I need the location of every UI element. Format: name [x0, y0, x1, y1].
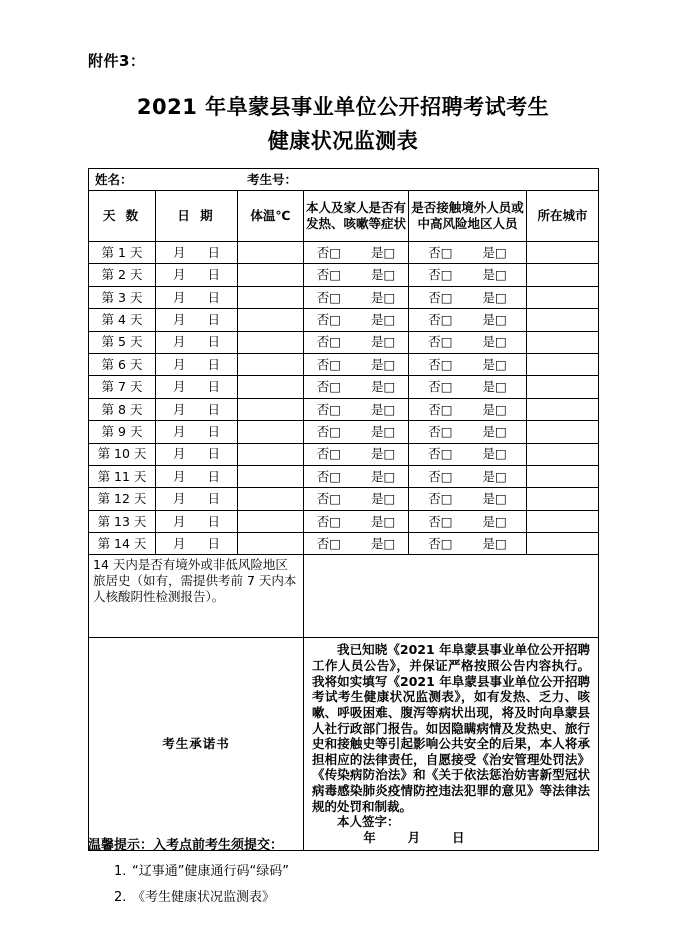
sign-year-label: 年 [363, 829, 376, 845]
contact-yes-checkbox[interactable]: 是□ [482, 312, 507, 328]
contact-field[interactable] [409, 465, 527, 487]
pledge-row [89, 638, 599, 850]
date-field[interactable] [156, 465, 238, 487]
contact-no-checkbox[interactable]: 否□ [428, 446, 453, 462]
day-label: 第 14 天 [89, 533, 156, 555]
symptoms-field[interactable] [304, 398, 409, 420]
contact-no-checkbox[interactable]: 否□ [428, 535, 453, 551]
contact-no-checkbox[interactable]: 否□ [428, 312, 453, 328]
contact-yes-checkbox[interactable]: 是□ [482, 244, 507, 260]
table-row [89, 398, 599, 420]
contact-yes-checkbox[interactable]: 是□ [482, 468, 507, 484]
symptoms-yes-checkbox[interactable]: 是□ [371, 244, 396, 260]
header-days: 天 数 [89, 191, 156, 242]
symptoms-yes-checkbox[interactable]: 是□ [371, 334, 396, 350]
symptoms-yes-checkbox[interactable]: 是□ [371, 401, 396, 417]
contact-field[interactable] [409, 510, 527, 532]
date-field[interactable] [156, 533, 238, 555]
temperature-field[interactable] [238, 465, 304, 487]
sign-day-label: 日 [451, 829, 465, 845]
city-field[interactable] [527, 286, 599, 308]
name-label: 姓名： [95, 171, 133, 187]
day-label: 第 3 天 [89, 286, 156, 308]
temperature-field[interactable] [238, 331, 304, 353]
note-text: “辽事通”健康通行码“绿码” [132, 864, 289, 879]
temperature-field[interactable] [238, 533, 304, 555]
temperature-field[interactable] [238, 488, 304, 510]
city-field[interactable] [527, 242, 599, 264]
day-label-unit: 日 [207, 468, 221, 484]
temperature-field[interactable] [238, 510, 304, 532]
temperature-field[interactable] [238, 264, 304, 286]
table-row [89, 286, 599, 308]
table-row [89, 421, 599, 443]
symptoms-yes-checkbox[interactable]: 是□ [371, 312, 396, 328]
travel-history-field[interactable] [304, 555, 599, 638]
note-number: 2. [114, 890, 127, 905]
month-label: 月 [172, 468, 186, 484]
contact-field[interactable] [409, 421, 527, 443]
month-label: 月 [172, 424, 186, 439]
contact-field[interactable] [409, 242, 527, 264]
temperature-field[interactable] [238, 376, 304, 398]
date-field[interactable] [156, 443, 238, 465]
symptoms-yes-checkbox[interactable]: 是□ [371, 424, 396, 439]
city-field[interactable] [527, 264, 599, 286]
day-label-unit: 日 [207, 334, 221, 350]
date-field[interactable] [156, 242, 238, 264]
symptoms-field[interactable] [304, 376, 409, 398]
day-label: 第 8 天 [89, 398, 156, 420]
table-header-row [89, 191, 599, 242]
attachment-label: 附件3： [88, 52, 146, 70]
symptoms-field[interactable] [304, 443, 409, 465]
signature-label[interactable]: 本人签字： [337, 814, 400, 830]
symptoms-field[interactable] [304, 242, 409, 264]
contact-yes-checkbox[interactable]: 是□ [482, 401, 507, 417]
table-row [89, 353, 599, 375]
contact-no-checkbox[interactable]: 否□ [428, 401, 453, 417]
temperature-field[interactable] [238, 398, 304, 420]
contact-field[interactable] [409, 331, 527, 353]
day-label: 第 13 天 [89, 510, 156, 532]
temperature-field[interactable] [238, 443, 304, 465]
symptoms-no-checkbox[interactable]: 否□ [316, 267, 341, 283]
table-row [89, 488, 599, 510]
city-field[interactable] [527, 353, 599, 375]
day-label: 第 9 天 [89, 421, 156, 443]
contact-yes-checkbox[interactable]: 是□ [482, 513, 507, 529]
date-field[interactable] [156, 421, 238, 443]
symptoms-no-checkbox[interactable]: 否□ [316, 535, 341, 551]
temperature-field[interactable] [238, 286, 304, 308]
table-row [89, 465, 599, 487]
month-label: 月 [172, 379, 186, 395]
day-label: 第 12 天 [89, 488, 156, 510]
pledge-text: 我已知晓《2021 年阜蒙县事业单位公开招聘工作人员公告》，并保证严格按照公告内容执行。我将如实填写《2021 年阜蒙县事业单位公开招聘考试考生健康状况监测表》，如有发热、乏力、咳嗽、呼吸困难、腹泻等病状出现，将及时向阜蒙县人社行政部门报告。如因隐瞒病情及发热史、旅行史和接触史等引起影响公共安全的后果，本人将承担相应的法律责任，自愿接受《治安管理处罚法》《传染病防治法》和《关于依法惩治妨害新型冠状病毒感染肺炎疫情防控违法犯罪的意见》等法律法规的处罚和制裁。 [312, 642, 591, 814]
temperature-field[interactable] [238, 242, 304, 264]
header-date: 日 期 [156, 191, 238, 242]
symptoms-field[interactable] [304, 421, 409, 443]
footer-notes [88, 833, 608, 911]
table-row [89, 533, 599, 555]
header-symptoms: 本人及家人是否有发热、咳嗽等症状 [304, 191, 409, 242]
city-field[interactable] [527, 533, 599, 555]
symptoms-field[interactable] [304, 353, 409, 375]
day-label: 第 7 天 [89, 376, 156, 398]
note-number: 1. [114, 864, 127, 879]
symptoms-no-checkbox[interactable]: 否□ [316, 244, 341, 260]
contact-yes-checkbox[interactable]: 是□ [482, 446, 507, 462]
contact-no-checkbox[interactable]: 否□ [428, 289, 453, 305]
date-field[interactable] [156, 309, 238, 331]
contact-no-checkbox[interactable]: 否□ [428, 244, 453, 260]
contact-no-checkbox[interactable]: 否□ [428, 267, 453, 283]
symptoms-field[interactable] [304, 533, 409, 555]
contact-yes-checkbox[interactable]: 是□ [482, 379, 507, 395]
contact-yes-checkbox[interactable]: 是□ [482, 535, 507, 551]
day-label-unit: 日 [207, 535, 221, 551]
month-label: 月 [172, 267, 186, 283]
month-label: 月 [172, 513, 186, 529]
city-field[interactable] [527, 309, 599, 331]
month-label: 月 [172, 356, 186, 372]
symptoms-field[interactable] [304, 510, 409, 532]
day-label: 第 10 天 [89, 443, 156, 465]
day-label: 第 4 天 [89, 309, 156, 331]
symptoms-no-checkbox[interactable]: 否□ [316, 424, 341, 439]
contact-no-checkbox[interactable]: 否□ [428, 379, 453, 395]
day-label-unit: 日 [207, 356, 221, 372]
notes-heading-rest: ：入考点前考生须提交： [140, 838, 284, 853]
symptoms-no-checkbox[interactable]: 否□ [316, 446, 341, 462]
notes-heading [88, 833, 608, 859]
contact-no-checkbox[interactable]: 否□ [428, 334, 453, 350]
day-label-unit: 日 [207, 379, 221, 395]
symptoms-field[interactable] [304, 309, 409, 331]
symptoms-no-checkbox[interactable]: 否□ [316, 401, 341, 417]
symptoms-no-checkbox[interactable]: 否□ [316, 379, 341, 395]
contact-field[interactable] [409, 309, 527, 331]
symptoms-yes-checkbox[interactable]: 是□ [371, 535, 396, 551]
table-row [89, 443, 599, 465]
date-field[interactable] [156, 331, 238, 353]
symptoms-field[interactable] [304, 465, 409, 487]
contact-field[interactable] [409, 398, 527, 420]
contact-yes-checkbox[interactable]: 是□ [482, 289, 507, 305]
city-field[interactable] [527, 510, 599, 532]
month-label: 月 [172, 446, 186, 462]
day-label-unit: 日 [207, 491, 221, 507]
city-field[interactable] [527, 488, 599, 510]
contact-field[interactable] [409, 286, 527, 308]
day-label-unit: 日 [207, 244, 221, 260]
contact-no-checkbox[interactable]: 否□ [428, 468, 453, 484]
contact-no-checkbox[interactable]: 否□ [428, 513, 453, 529]
month-label: 月 [172, 491, 186, 507]
date-field[interactable] [156, 488, 238, 510]
symptoms-no-checkbox[interactable]: 否□ [316, 334, 341, 350]
contact-yes-checkbox[interactable]: 是□ [482, 491, 507, 507]
day-label: 第 6 天 [89, 353, 156, 375]
city-field[interactable] [527, 443, 599, 465]
notes-list [88, 859, 608, 911]
city-field[interactable] [527, 331, 599, 353]
day-label: 第 2 天 [89, 264, 156, 286]
date-field[interactable] [156, 510, 238, 532]
month-label: 月 [172, 334, 186, 350]
city-field[interactable] [527, 398, 599, 420]
contact-field[interactable] [409, 264, 527, 286]
contact-no-checkbox[interactable]: 否□ [428, 356, 453, 372]
notes-heading-tip: 温馨提示 [88, 838, 141, 853]
city-field[interactable] [527, 376, 599, 398]
day-label-unit: 日 [207, 289, 221, 305]
symptoms-yes-checkbox[interactable]: 是□ [371, 267, 396, 283]
day-label-unit: 日 [207, 267, 221, 283]
contact-field[interactable] [409, 443, 527, 465]
date-field[interactable] [156, 286, 238, 308]
sign-month-label: 月 [407, 829, 421, 845]
travel-history-row [89, 555, 599, 638]
pledge-label: 考生承诺书 [89, 638, 304, 850]
header-contact: 是否接触境外人员或中高风险地区人员 [409, 191, 527, 242]
symptoms-field[interactable] [304, 331, 409, 353]
day-label: 第 11 天 [89, 465, 156, 487]
temperature-field[interactable] [238, 353, 304, 375]
contact-field[interactable] [409, 488, 527, 510]
table-row [89, 376, 599, 398]
title-line-2: 健康状况监测表 [267, 129, 419, 153]
contact-field[interactable] [409, 353, 527, 375]
table-row [89, 309, 599, 331]
symptoms-no-checkbox[interactable]: 否□ [316, 468, 341, 484]
symptoms-no-checkbox[interactable]: 否□ [316, 513, 341, 529]
city-field[interactable] [527, 421, 599, 443]
symptoms-yes-checkbox[interactable]: 是□ [371, 491, 396, 507]
symptoms-yes-checkbox[interactable]: 是□ [371, 289, 396, 305]
month-label: 月 [172, 244, 186, 260]
day-label-unit: 日 [207, 446, 221, 462]
header-temperature: 体温℃ [238, 191, 304, 242]
list-item [114, 885, 608, 911]
contact-field[interactable] [409, 376, 527, 398]
contact-yes-checkbox[interactable]: 是□ [482, 267, 507, 283]
month-label: 月 [172, 535, 186, 551]
city-field[interactable] [527, 465, 599, 487]
title-line-1: 2021 年阜蒙县事业单位公开招聘考试考生 [136, 95, 550, 119]
exam-number-label: 考生号： [247, 171, 298, 187]
symptoms-yes-checkbox[interactable]: 是□ [371, 513, 396, 529]
table-row [89, 510, 599, 532]
symptoms-no-checkbox[interactable]: 否□ [316, 289, 341, 305]
day-label-unit: 日 [207, 513, 221, 529]
header-city: 所在城市 [527, 191, 599, 242]
symptoms-field[interactable] [304, 488, 409, 510]
day-label: 第 1 天 [89, 242, 156, 264]
contact-no-checkbox[interactable]: 否□ [428, 491, 453, 507]
temperature-field[interactable] [238, 421, 304, 443]
symptoms-yes-checkbox[interactable]: 是□ [371, 446, 396, 462]
contact-field[interactable] [409, 533, 527, 555]
pledge-body [304, 638, 599, 850]
table-row [89, 264, 599, 286]
day-label: 第 5 天 [89, 331, 156, 353]
identity-cell [89, 169, 599, 191]
month-label: 月 [172, 312, 186, 328]
date-field[interactable] [156, 376, 238, 398]
symptoms-field[interactable] [304, 264, 409, 286]
day-label-unit: 日 [207, 424, 221, 439]
contact-no-checkbox[interactable]: 否□ [428, 424, 453, 439]
table-row [89, 331, 599, 353]
date-field[interactable] [156, 264, 238, 286]
symptoms-no-checkbox[interactable]: 否□ [316, 491, 341, 507]
date-field[interactable] [156, 398, 238, 420]
symptoms-field[interactable] [304, 286, 409, 308]
month-label: 月 [172, 401, 186, 417]
list-item [114, 859, 608, 885]
page-title [88, 90, 598, 158]
date-field[interactable] [156, 353, 238, 375]
symptoms-yes-checkbox[interactable]: 是□ [371, 468, 396, 484]
health-monitor-table [88, 168, 599, 851]
contact-yes-checkbox[interactable]: 是□ [482, 424, 507, 439]
day-label-unit: 日 [207, 312, 221, 328]
contact-yes-checkbox[interactable]: 是□ [482, 356, 507, 372]
temperature-field[interactable] [238, 309, 304, 331]
month-label: 月 [172, 289, 186, 305]
identity-row [89, 169, 599, 191]
travel-history-label: 14 天内是否有境外或非低风险地区旅居史（如有，需提供考前 7 天内本人核酸阴性检测报告）。 [89, 555, 304, 638]
symptoms-no-checkbox[interactable]: 否□ [316, 312, 341, 328]
symptoms-no-checkbox[interactable]: 否□ [316, 356, 341, 372]
symptoms-yes-checkbox[interactable]: 是□ [371, 379, 396, 395]
note-text: 《考生健康状况监测表》 [132, 890, 276, 905]
day-label-unit: 日 [207, 401, 221, 417]
symptoms-yes-checkbox[interactable]: 是□ [371, 356, 396, 372]
table-row [89, 242, 599, 264]
contact-yes-checkbox[interactable]: 是□ [482, 334, 507, 350]
